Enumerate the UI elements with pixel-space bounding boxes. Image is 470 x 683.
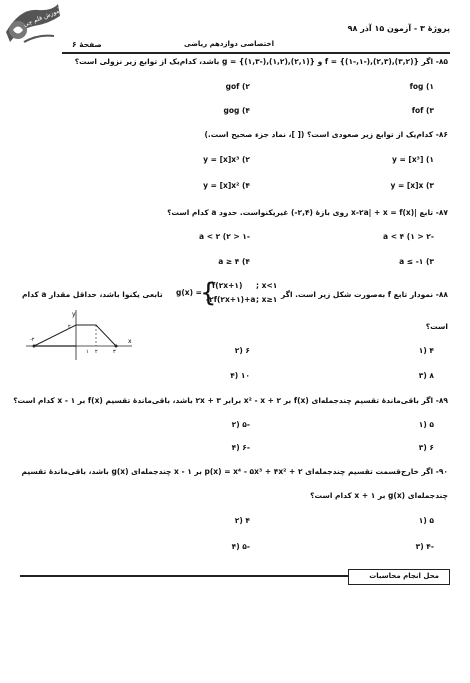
header-rule	[62, 52, 450, 54]
end-point	[115, 345, 118, 348]
start-point	[33, 345, 36, 348]
question-88-line-2: تابعی یکنوا باشد، حداقل مقدار a کدام	[22, 290, 163, 299]
question-88-line-1: ۸۸- نمودار تابع f به‌صورت شکل زیر است. اگر	[280, 290, 448, 299]
question-87: ۸۷- تابع |x-۲a| + x = f(x) روی بازهٔ (۲,۴-) غیریکنواست. حدود a کدام است؟	[167, 208, 448, 217]
gx-label: g(x) =	[176, 288, 202, 297]
piecewise-definition	[176, 280, 276, 308]
q86-option-4[interactable]: y = [x]x² (۴	[203, 181, 250, 190]
piece-2-cond: x≥۱ ;	[256, 295, 278, 304]
piece-1-expr: f(۲x+۱)	[212, 281, 243, 290]
piece-2-expr: -۲f(۲x+۱)+a	[206, 295, 256, 304]
q89-option-3[interactable]: ۶ (۳	[418, 443, 434, 452]
q90-option-1[interactable]: ۵ (۱	[418, 516, 434, 525]
question-90-line-1: ۹۰- اگر خارج‌قسمت تقسیم چندجمله‌ای p(x) = x⁴ - ۵x³ + ۴x² + ۲ بر x - ۱ چندجمله‌ای g(x) باشد، باقی‌ماندهٔ تقسیم	[21, 467, 448, 476]
q89-option-2[interactable]: -۵ (۲	[231, 420, 250, 429]
subject-title: اختصاصی دوازدهم ریاضی	[184, 40, 274, 48]
function-f-graph	[24, 308, 136, 364]
q89-option-1[interactable]: ۵ (۱	[418, 420, 434, 429]
tick-y2: ۲	[68, 324, 71, 330]
publisher-logo	[4, 2, 73, 46]
question-85: ۸۵- اگر {(۳,۲),(۲,۳),(-۱,-۱)} = f و {(۲,۱),(۱,۲),(-۱,۳)} = g باشد، کدام‌یک از توابع زیر نزولی است؟	[74, 57, 448, 66]
question-86: ۸۶- کدام‌یک از توابع زیر صعودی است؟ ([ ]، نماد جزء صحیح است.)	[204, 130, 448, 139]
q90-option-3[interactable]: -۴ (۳	[415, 542, 434, 551]
page-number: صفحهٔ ۶	[72, 40, 102, 49]
x-label: x	[128, 338, 132, 345]
calc-area-label-box	[348, 569, 450, 585]
f-curve	[34, 325, 116, 346]
question-88-line-3: است؟	[425, 322, 448, 331]
q85-option-1[interactable]: fog (۱	[409, 82, 434, 91]
q85-option-3[interactable]: fof (۳	[411, 106, 434, 115]
piecewise-brace: {	[200, 278, 217, 308]
q87-option-3[interactable]: a ≤ -۱ (۳	[399, 257, 434, 266]
q87-option-4[interactable]: a ≥ ۴ (۴	[218, 257, 250, 266]
tick-3: ۳	[113, 349, 116, 355]
question-90-line-2: چندجمله‌ای g(x) بر x + ۱ کدام است؟	[310, 491, 448, 500]
q86-option-2[interactable]: y = [x]x³ (۲	[203, 155, 250, 164]
q88-option-3[interactable]: ۸ (۳	[418, 371, 434, 380]
calc-area-label: محل انجام محاسبات	[369, 572, 439, 580]
q85-option-4[interactable]: gog (۴	[223, 106, 250, 115]
tick-1: ۱	[86, 349, 89, 355]
q88-option-4[interactable]: ۱۰ (۴	[230, 371, 250, 380]
q88-option-2[interactable]: ۶ (۲	[234, 346, 250, 355]
piece-1-cond: x<۱ ;	[256, 281, 278, 290]
exam-title: پروژهٔ ۳ - آزمون ۱۵ آذر ۹۸	[347, 24, 450, 33]
q87-option-2[interactable]: -۱ < a < ۲ (۲	[199, 232, 250, 241]
q90-option-2[interactable]: ۴ (۲	[234, 516, 250, 525]
q88-option-1[interactable]: ۴ (۱	[418, 346, 434, 355]
y-label: y	[72, 311, 76, 318]
logo-text: بنیاد آموزش قلم چی	[22, 2, 73, 29]
tick-2: ۲	[95, 349, 98, 355]
q90-option-4[interactable]: -۵ (۴	[231, 542, 250, 551]
q85-option-2[interactable]: gof (۲	[225, 82, 250, 91]
calc-area[interactable]	[20, 585, 450, 675]
q86-option-3[interactable]: y = [x]x (۳	[390, 181, 434, 190]
question-89: ۸۹- اگر باقی‌ماندهٔ تقسیم چندجمله‌ای f(x) بر x² - x + ۲ برابر ۳ + ۲x باشد، باقی‌ماندهٔ تقسیم f(x) بر x - ۱ کدام است؟	[13, 396, 448, 405]
q86-option-1[interactable]: y = [x³] (۱	[392, 155, 434, 164]
q87-option-1[interactable]: -۲ < a < ۴ (۱	[383, 232, 434, 241]
tick-neg2: -۲	[30, 337, 35, 343]
q89-option-4[interactable]: -۶ (۴	[231, 443, 250, 452]
